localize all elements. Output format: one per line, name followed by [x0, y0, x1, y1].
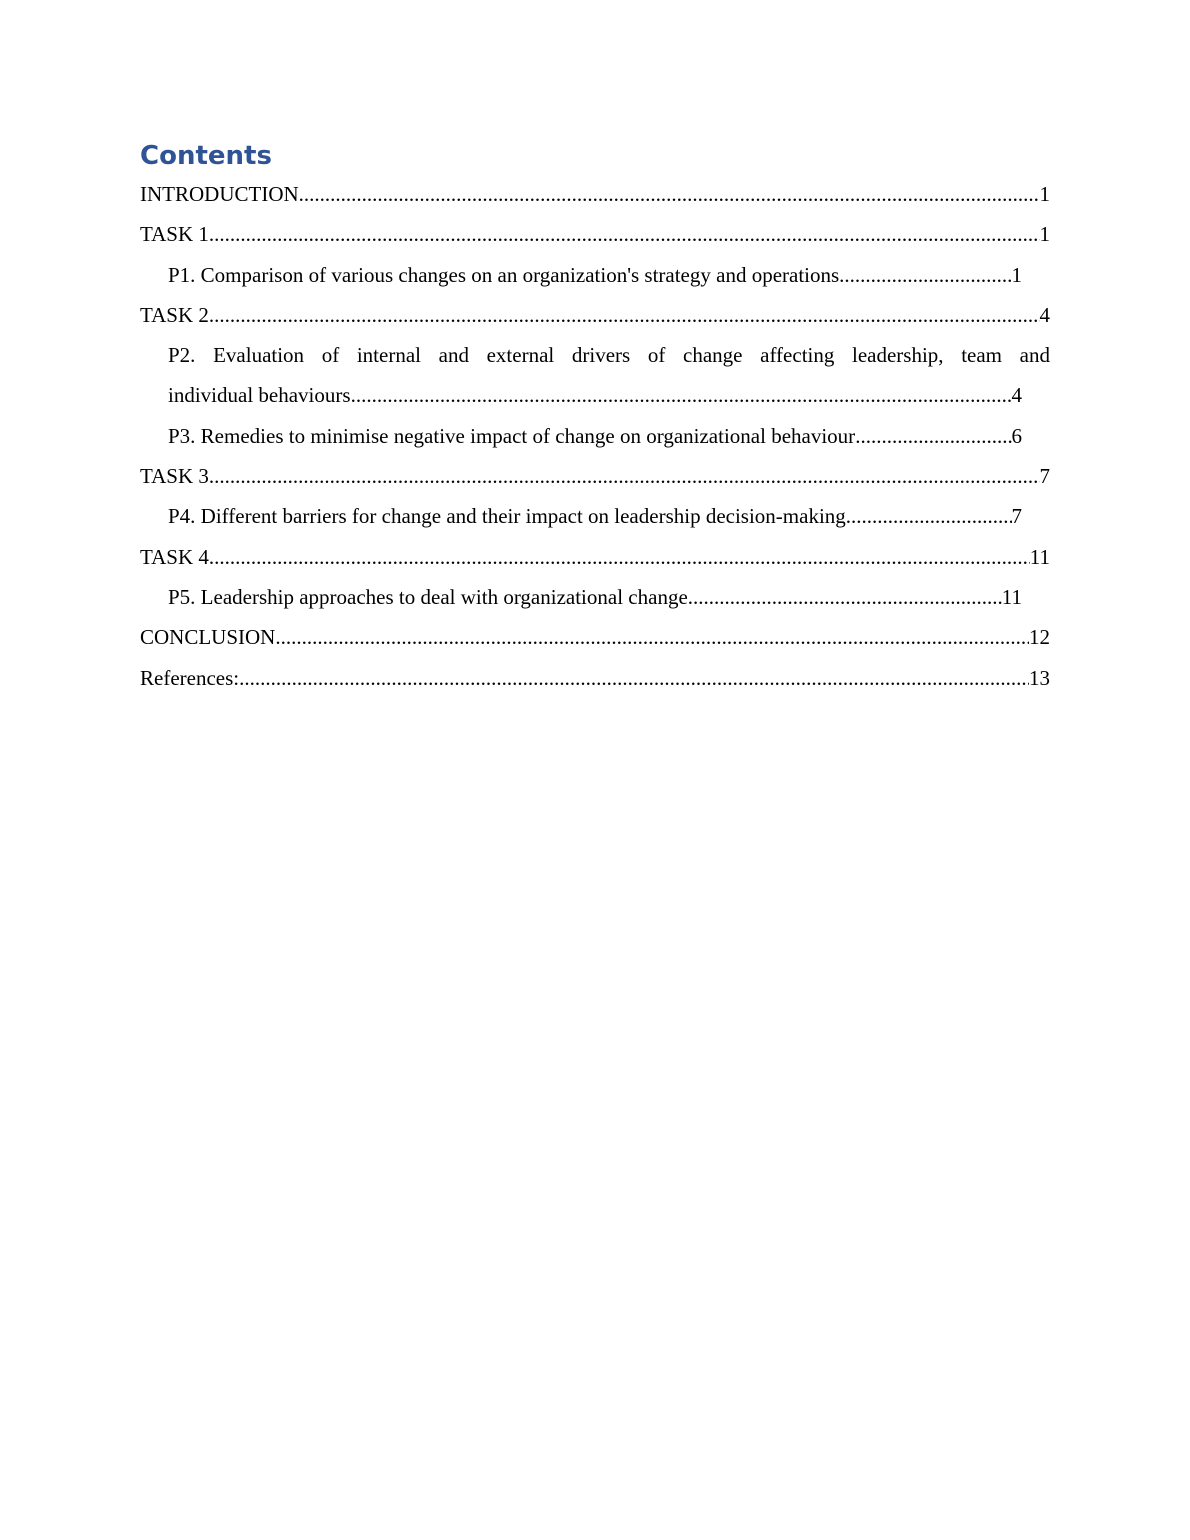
toc-entry-label: P4. Different barriers for change and their impact on leadership decision-making	[168, 504, 846, 529]
toc-entry-label: INTRODUCTION	[140, 182, 299, 206]
toc-page-number: 4	[1039, 302, 1050, 327]
toc-leader-dots	[846, 496, 1012, 536]
toc-entry-task-3[interactable]	[140, 456, 1050, 496]
toc-entry-label: P3. Remedies to minimise negative impact of change on organizational behaviour	[168, 423, 856, 448]
toc-entry-p1[interactable]	[168, 255, 1022, 295]
toc-entry-label: TASK 1	[140, 222, 209, 247]
table-of-contents	[140, 140, 1050, 698]
toc-leader-dots	[239, 658, 1029, 698]
toc-page-number: 1	[1039, 222, 1050, 247]
toc-entry-task-4[interactable]	[140, 537, 1050, 577]
toc-page-number: 11	[1029, 544, 1050, 569]
toc-leader-dots	[351, 375, 1012, 415]
toc-entry-label-line-1	[168, 335, 1050, 375]
toc-entry-label: P1. Comparison of various changes on an organization's strategy and operations	[168, 262, 840, 287]
toc-page-number: 13	[1029, 665, 1050, 690]
toc-entry-label-line-2	[168, 375, 1022, 415]
toc-entry-references[interactable]	[140, 658, 1050, 698]
toc-entry-label: P2. Evaluation of internal and external drivers of change affecting leadership, team and	[168, 343, 1050, 368]
toc-leader-dots	[209, 214, 1040, 254]
toc-page-number: 7	[1039, 464, 1050, 489]
toc-entry-label: TASK 2	[140, 302, 209, 327]
toc-page-number: 4	[1011, 383, 1022, 408]
toc-entry-label: CONCLUSION	[140, 625, 276, 650]
toc-page-number: 1	[1039, 182, 1050, 206]
toc-entry-label: TASK 3	[140, 464, 209, 489]
toc-entry-conclusion[interactable]	[140, 617, 1050, 657]
toc-entry-p4[interactable]	[168, 496, 1022, 536]
toc-entry-label: References:	[140, 665, 240, 690]
toc-page-number: 6	[1011, 423, 1022, 448]
toc-entry-task-2[interactable]	[140, 295, 1050, 335]
toc-leader-dots	[209, 456, 1040, 496]
toc-title: Contents	[140, 141, 272, 171]
toc-entry-p3[interactable]	[168, 416, 1022, 456]
toc-page-number: 12	[1029, 625, 1050, 650]
toc-entry-label: P5. Leadership approaches to deal with organizational change	[168, 584, 688, 609]
toc-leader-dots	[209, 295, 1040, 335]
toc-leader-dots	[275, 617, 1029, 657]
toc-entry-p5[interactable]	[168, 577, 1022, 617]
toc-entry-introduction[interactable]	[140, 174, 1050, 214]
toc-leader-dots	[855, 416, 1011, 456]
toc-leader-dots	[839, 255, 1011, 295]
toc-leader-dots	[299, 174, 1040, 214]
toc-page-number: 11	[1001, 584, 1022, 609]
toc-leader-dots	[209, 537, 1030, 577]
toc-entry-p2[interactable]	[168, 335, 1050, 416]
toc-page-number: 1	[1011, 262, 1022, 287]
toc-entry-task-1[interactable]	[140, 214, 1050, 254]
toc-page-number: 7	[1011, 504, 1022, 529]
toc-leader-dots	[688, 577, 1002, 617]
toc-entry-label: TASK 4	[140, 544, 209, 569]
toc-entry-label: individual behaviours	[168, 383, 351, 408]
